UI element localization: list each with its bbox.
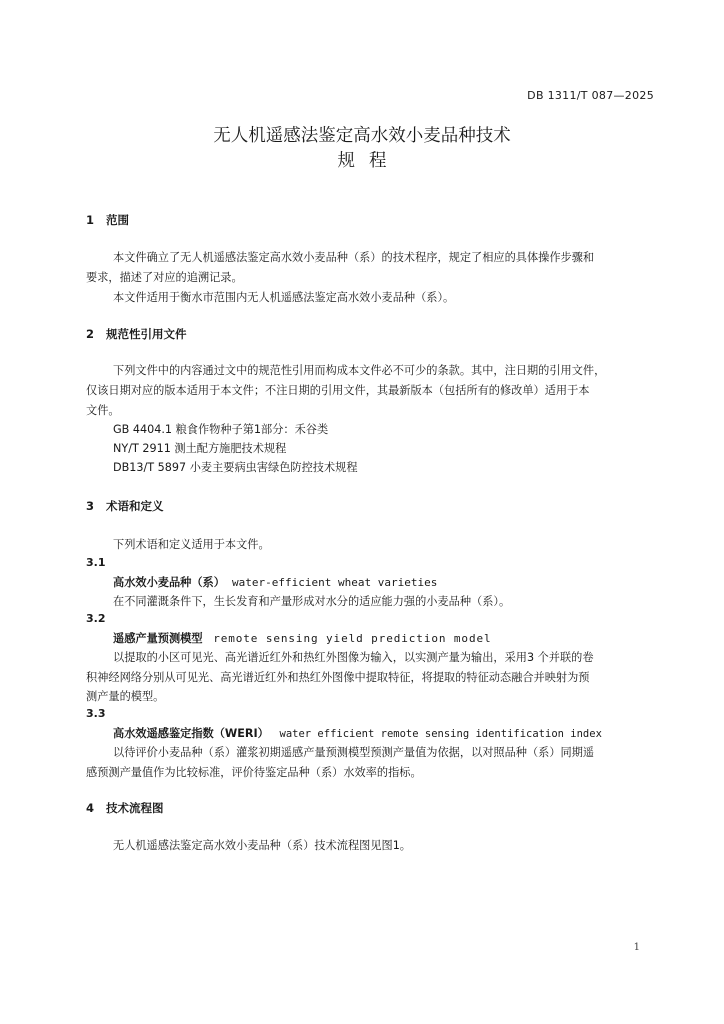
term-english: water-efficient wheat varieties [232, 576, 438, 589]
term-definition: 在不同灌溉条件下，生长发育和产量形成对水分的适应能力强的小麦品种（系）。 [113, 595, 511, 608]
section-4-heading [86, 800, 164, 816]
term-chinese: 高水效遥感鉴定指数（WERI） [113, 727, 269, 740]
paragraph: 仅该日期对应的版本适用于本文件；不注日期的引用文件，其最新版本（包括所有的修改单）适用于本 [86, 384, 590, 397]
section-1-heading [86, 212, 129, 228]
page-number: 1 [633, 942, 640, 953]
term-heading [113, 574, 437, 590]
section-title: 术语和定义 [106, 499, 164, 513]
paragraph: 下列术语和定义适用于本文件。 [113, 538, 270, 551]
term-number: 3.3 [86, 707, 106, 720]
term-english: remote sensing yield prediction model [213, 632, 492, 645]
term-heading [113, 725, 602, 741]
reference-item: NY/T 2911 测土配方施肥技术规程 [113, 442, 287, 455]
page-title-line2: 规程 [337, 151, 401, 171]
term-heading [113, 630, 492, 646]
reference-item: DB13/T 5897 小麦主要病虫害绿色防控技术规程 [113, 461, 358, 474]
reference-item: GB 4404.1 粮食作物种子第1部分：禾谷类 [113, 423, 329, 436]
section-3-heading [86, 498, 164, 514]
term-chinese: 遥感产量预测模型 [113, 632, 203, 645]
paragraph: 要求，描述了对应的追溯记录。 [86, 271, 243, 284]
paragraph: 下列文件中的内容通过文中的规范性引用而构成本文件必不可少的条款。其中，注日期的引用文件， [113, 364, 606, 377]
paragraph: 文件。 [86, 404, 120, 417]
term-english: water efficient remote sensing identification index [279, 728, 602, 740]
term-number: 3.1 [86, 556, 106, 569]
term-definition: 感预测产量值作为比较标准，评价待鉴定品种（系）水效率的指标。 [86, 766, 422, 779]
term-definition: 测产量的模型。 [86, 690, 165, 703]
term-definition: 以提取的小区可见光、高光谱近红外和热红外图像为输入，以实测产量为输出，采用3 个并联的卷 [113, 651, 594, 664]
term-number: 3.2 [86, 612, 106, 625]
term-chinese: 高水效小麦品种（系） [113, 576, 225, 589]
paragraph: 无人机遥感法鉴定高水效小麦品种（系）技术流程图见图1。 [113, 839, 411, 852]
section-number: 3 [86, 499, 95, 513]
section-title: 技术流程图 [106, 801, 164, 815]
page-title: 无人机遥感法鉴定高水效小麦品种技术 [213, 126, 511, 146]
paragraph: 本文件确立了无人机遥感法鉴定高水效小麦品种（系）的技术程序，规定了相应的具体操作步骤和 [113, 251, 595, 264]
term-definition: 以待评价小麦品种（系）灌浆初期遥感产量预测模型预测产量值为依据，以对照品种（系）同期遥 [113, 746, 595, 759]
section-number: 1 [86, 213, 95, 227]
section-title: 范围 [106, 213, 129, 227]
paragraph: 本文件适用于衡水市范围内无人机遥感法鉴定高水效小麦品种（系）。 [113, 291, 455, 304]
section-2-heading [86, 326, 187, 342]
section-number: 4 [86, 801, 95, 815]
term-definition: 积神经网络分别从可见光、高光谱近红外和热红外图像中提取特征，将提取的特征动态融合并映射为预 [86, 671, 590, 684]
document-number: DB 1311/T 087—2025 [527, 89, 654, 102]
section-title: 规范性引用文件 [106, 327, 187, 341]
section-number: 2 [86, 327, 95, 341]
